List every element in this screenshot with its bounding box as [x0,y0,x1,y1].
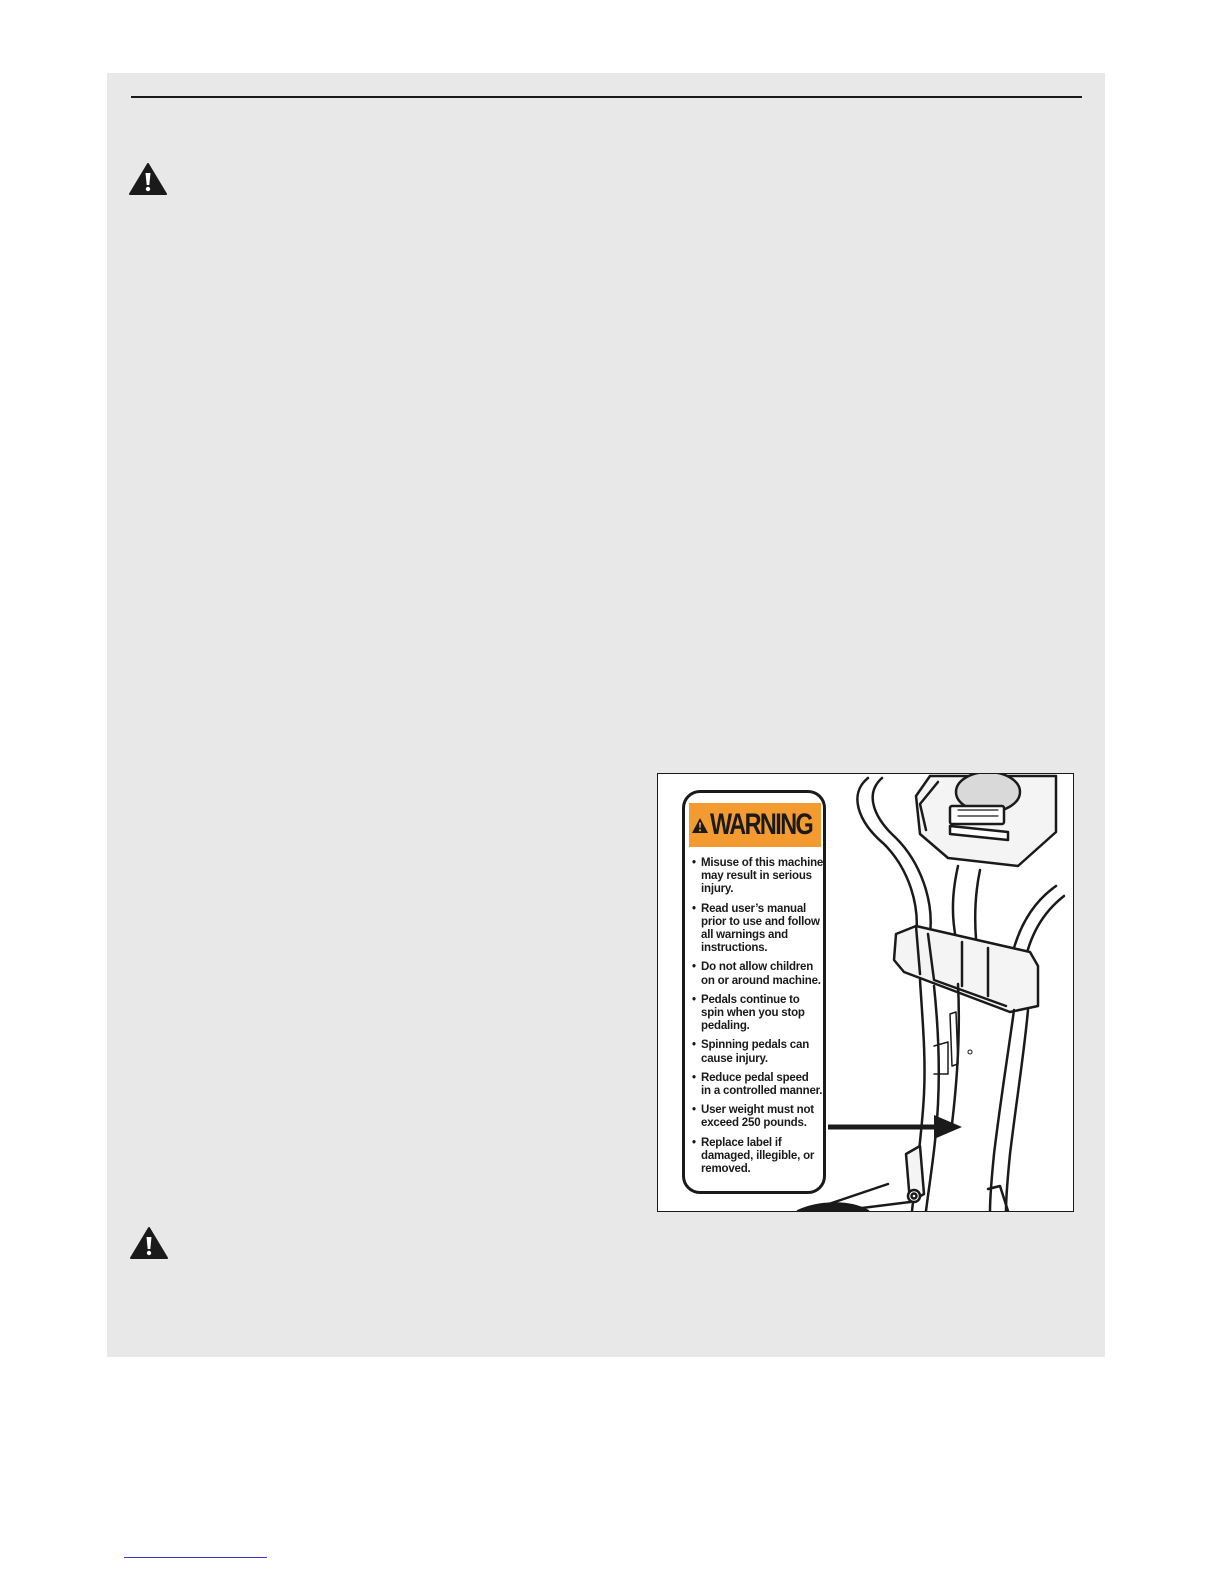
warning-item: • Do not allow children on or around machine. [689,961,827,987]
warning-item: • Spinning pedals can cause injury. [689,1039,827,1065]
warning-label-figure [657,773,1074,1212]
warning-triangle-icon [130,1226,168,1260]
warning-item: • User weight must not exceed 250 pounds. [689,1104,827,1130]
warning-item: • Read user’s manual prior to use and follow all warnings and instructions. [689,903,827,956]
warning-triangle-icon [691,817,709,834]
footer-link-underline[interactable] [124,1557,267,1558]
header-rule [131,96,1082,98]
warning-item: • Replace label if damaged, illegible, or removed. [689,1137,827,1177]
warning-label [682,790,826,1194]
warning-label-list [689,857,827,1182]
warning-item: • Reduce pedal speed in a controlled manner. [689,1072,827,1098]
warning-item: • Pedals continue to spin when you stop pedaling. [689,994,827,1034]
warning-item: • Misuse of this machine may result in serious injury. [689,857,827,897]
warning-label-heading: WARNING [710,808,813,841]
warning-label-header [689,803,821,847]
warning-triangle-icon [129,162,167,196]
